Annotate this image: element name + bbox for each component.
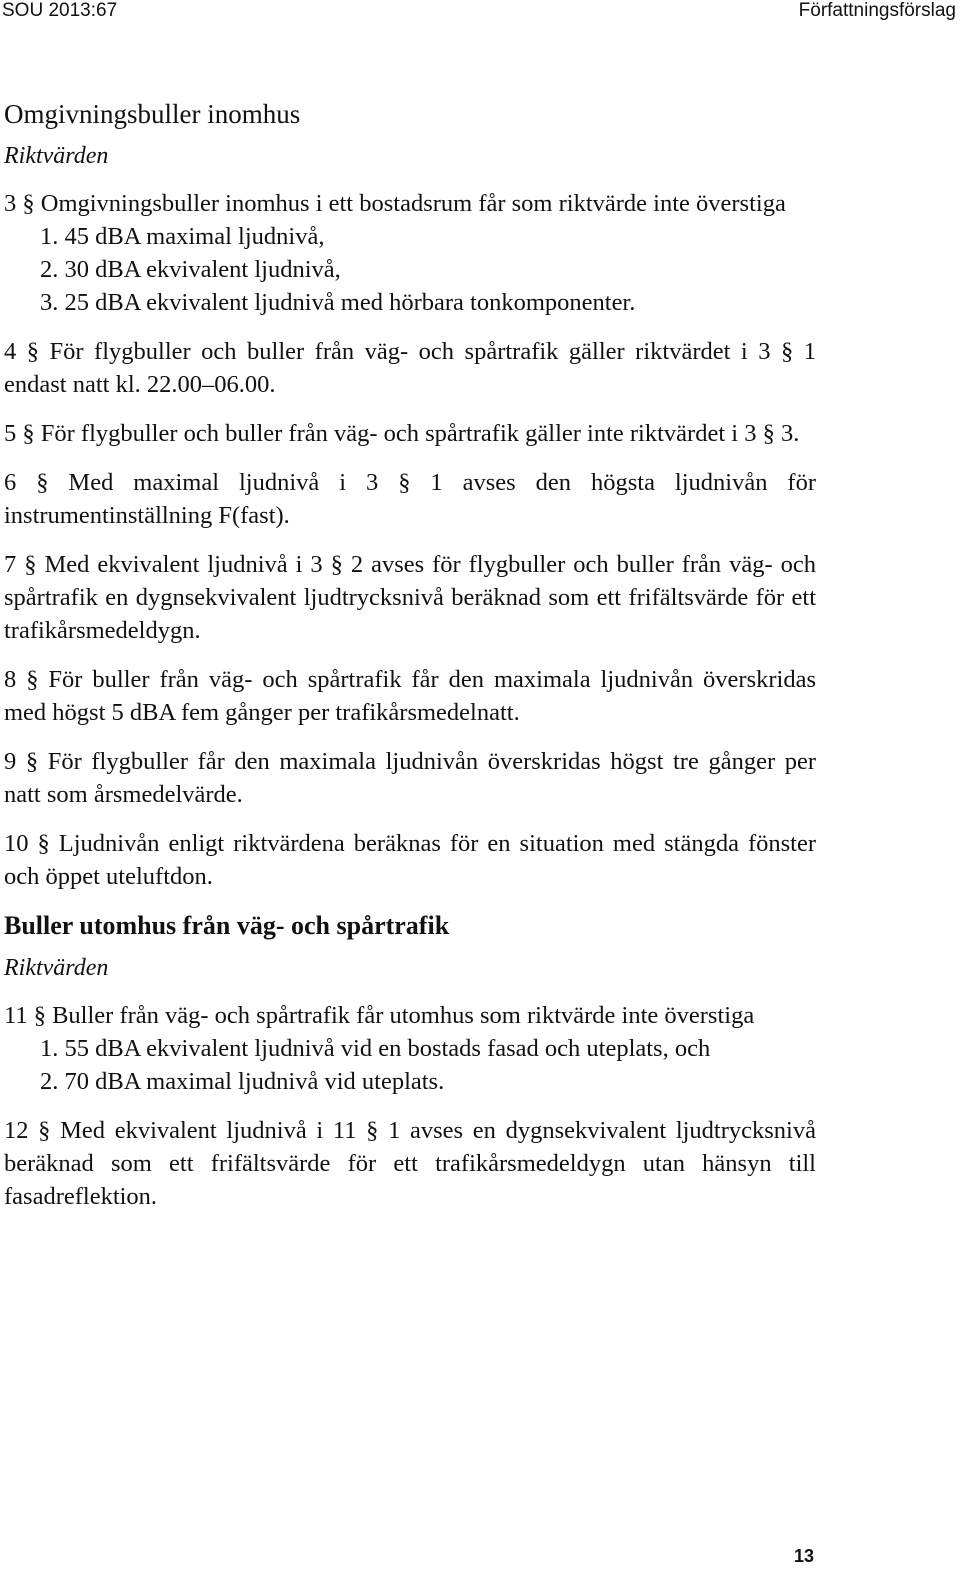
document-id: SOU 2013:67	[2, 0, 118, 21]
paragraph-11-list	[4, 1032, 816, 1098]
list-item: 3. 25 dBA ekvivalent ljudnivå med hörbara tonkomponenter.	[40, 289, 636, 316]
page-header	[0, 0, 960, 24]
paragraph-3: 3 § Omgivningsbuller inomhus i ett bostadsrum får som riktvärde inte överstiga	[4, 190, 786, 217]
paragraph-8: 8 § För buller från väg- och spårtrafik får den maximala ljudnivån överskridas med högst 5 dBA fem gånger per trafikårsmedelnatt.	[4, 666, 816, 726]
page-number: 13	[793, 1546, 814, 1566]
list-item: 2. 30 dBA ekvivalent ljudnivå,	[40, 256, 341, 283]
paragraph-7: 7 § Med ekvivalent ljudnivå i 3 § 2 avses för flygbuller och buller från väg- och spårtrafik en dygnsekvivalent ljudtrycksnivå beräknad som ett frifältsvärde för ett trafikårsmedeldygn.	[4, 551, 816, 644]
paragraph-12: 12 § Med ekvivalent ljudnivå i 11 § 1 avses en dygnsekvivalent ljudtrycksnivå beräknad som ett frifältsvärde för ett trafikårsmedeldygn utan hänsyn till fasadreflektion.	[4, 1117, 816, 1210]
paragraph-9: 9 § För flygbuller får den maximala ljudnivån överskridas högst tre gånger per natt som årsmedelvärde.	[4, 748, 816, 808]
section-subtitle-outdoor: Riktvärden	[4, 955, 109, 981]
paragraph-11: 11 § Buller från väg- och spårtrafik får utomhus som riktvärde inte överstiga	[4, 1002, 755, 1029]
section-subtitle-indoor: Riktvärden	[4, 143, 109, 169]
paragraph-3-list	[4, 220, 816, 319]
paragraph-5: 5 § För flygbuller och buller från väg- och spårtrafik gäller inte riktvärdet i 3 § 3.	[4, 420, 800, 447]
list-item: 2. 70 dBA maximal ljudnivå vid uteplats.	[40, 1068, 445, 1095]
section-title-outdoor: Buller utomhus från väg- och spårtrafik	[4, 911, 450, 940]
section-title-indoor: Omgivningsbuller inomhus	[4, 99, 301, 129]
section-label: Författningsförslag	[798, 0, 956, 21]
paragraph-10: 10 § Ljudnivån enligt riktvärdena beräknas för en situation med stängda fönster och öppet uteluftdon.	[4, 830, 816, 890]
paragraph-4: 4 § För flygbuller och buller från väg- och spårtrafik gäller riktvärdet i 3 § 1 endast natt kl. 22.00–06.00.	[4, 338, 816, 398]
list-item: 1. 45 dBA maximal ljudnivå,	[40, 223, 325, 250]
paragraph-6: 6 § Med maximal ljudnivå i 3 § 1 avses den högsta ljudnivån för instrumentinställning F(fast).	[4, 469, 816, 529]
document-body	[4, 97, 816, 1229]
list-item: 1. 55 dBA ekvivalent ljudnivå vid en bostads fasad och uteplats, och	[40, 1035, 711, 1062]
